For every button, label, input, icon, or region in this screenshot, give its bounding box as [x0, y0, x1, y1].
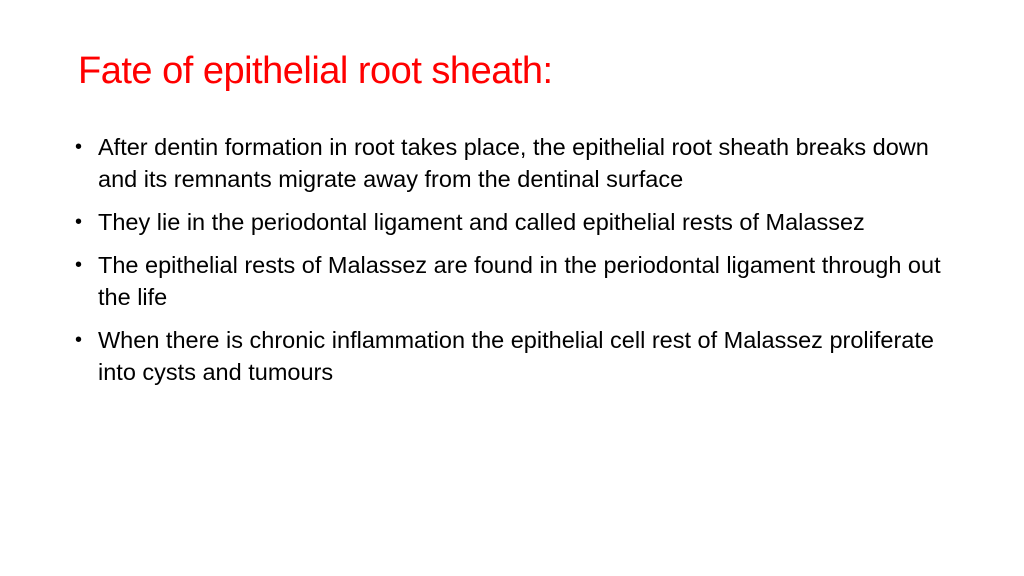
bullet-icon: • — [75, 254, 83, 276]
bullet-text: When there is chronic inflammation the epithelial cell rest of Malassez proliferate into cysts and tumours — [98, 327, 934, 385]
bullet-item — [75, 131, 955, 195]
bullet-item — [75, 206, 955, 238]
bullet-text: They lie in the periodontal ligament and called epithelial rests of Malassez — [98, 209, 865, 235]
bullet-text: After dentin formation in root takes place, the epithelial root sheath breaks down and its remnants migrate away from the dentinal surface — [98, 134, 929, 192]
bullet-icon: • — [75, 136, 83, 158]
slide-title: Fate of epithelial root sheath: — [78, 50, 553, 92]
bullet-item — [75, 249, 955, 313]
bullet-text: The epithelial rests of Malassez are found in the periodontal ligament through out the life — [98, 252, 941, 310]
bullet-list — [75, 131, 955, 399]
bullet-item — [75, 324, 955, 388]
bullet-icon: • — [75, 329, 83, 351]
bullet-icon: • — [75, 211, 83, 233]
